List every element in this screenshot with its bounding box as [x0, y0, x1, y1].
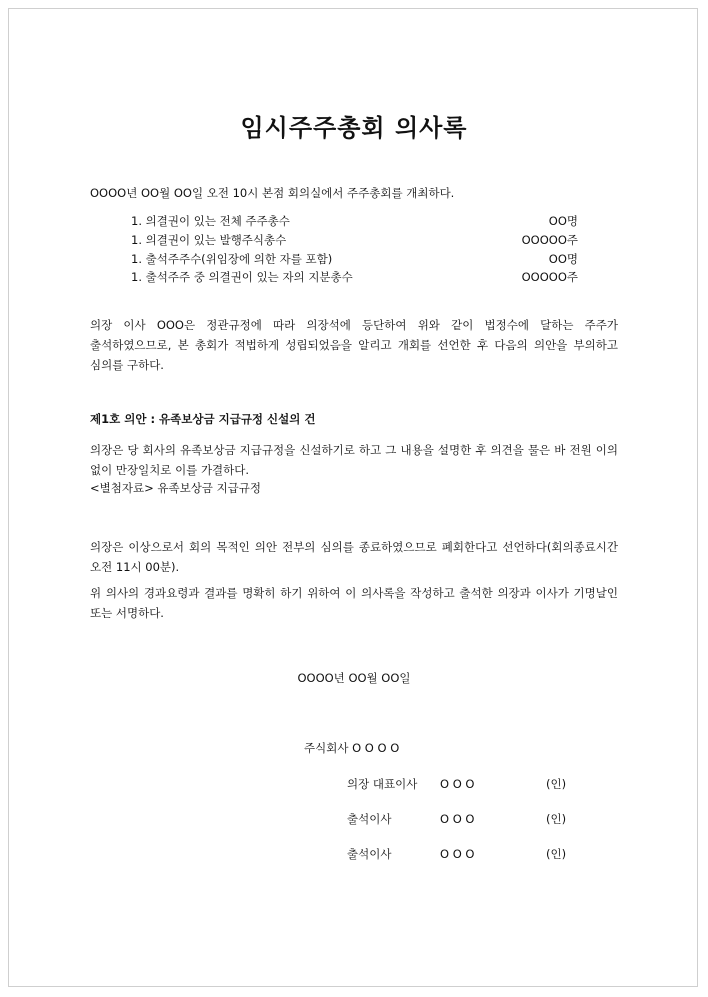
stat-label: 1. 의결권이 있는 전체 주주총수 [131, 214, 290, 228]
agenda-body: 의장은 당 회사의 유족보상금 지급규정을 신설하기로 하고 그 내용을 설명한 후 의견을 물은 바 전원 이의 없이 만장일치로 이를 가결하다. [90, 443, 618, 477]
opening-paragraph: 의장 이사 OOO은 정관규정에 따라 의장석에 등단하여 위와 같이 법정수에 달하는 주주가 출석하였으므로, 본 총회가 적법하게 성립되었음을 알리고 개회를 선언한 후 다음의 의안을 부의하고 심의를 구하다. [90, 318, 618, 372]
company-name: 주식회사 O O O O [304, 741, 400, 755]
signature-name: O O O [440, 777, 475, 791]
signature-name: O O O [440, 812, 475, 826]
signature-role: 의장 대표이사 [347, 777, 418, 791]
stat-value: OOOOO주 [521, 233, 578, 247]
signature-role: 출석이사 [347, 812, 392, 826]
document-date: OOOO년 OO월 OO일 [297, 671, 411, 685]
stat-value: OOOOO주 [521, 270, 578, 284]
stat-label: 1. 의결권이 있는 발행주식총수 [131, 233, 287, 247]
stat-value: OO명 [548, 252, 578, 266]
signature-seal: (인) [546, 847, 567, 861]
signature-role: 출석이사 [347, 847, 392, 861]
signature-seal: (인) [546, 777, 567, 791]
signature-seal: (인) [546, 812, 567, 826]
stat-label: 1. 출석주주수(위임장에 의한 자를 포함) [131, 252, 333, 266]
signature-name: O O O [440, 847, 475, 861]
stat-value: OO명 [548, 214, 578, 228]
agenda-title: 제1호 의안 : 유족보상금 지급규정 신설의 건 [90, 412, 316, 426]
record-paragraph: 위 의사의 경과요령과 결과를 명확히 하기 위하여 이 의사록을 작성하고 출석한 의장과 이사가 기명날인 또는 서명하다. [90, 586, 618, 620]
closing-paragraph: 의장은 이상으로서 회의 목적인 의안 전부의 심의를 종료하였으므로 폐회한다고 선언하다(회의종료시간 오전 11시 00분). [90, 540, 618, 574]
attachment-note: <별첨자료> 유족보상금 지급규정 [90, 481, 261, 495]
stat-label: 1. 출석주주 중 의결권이 있는 자의 지분총수 [131, 270, 353, 284]
document-title: 임시주주총회 의사록 [240, 114, 468, 142]
intro-line: OOOO년 OO월 OO일 오전 10시 본점 회의실에서 주주총회를 개최하다. [90, 186, 455, 200]
